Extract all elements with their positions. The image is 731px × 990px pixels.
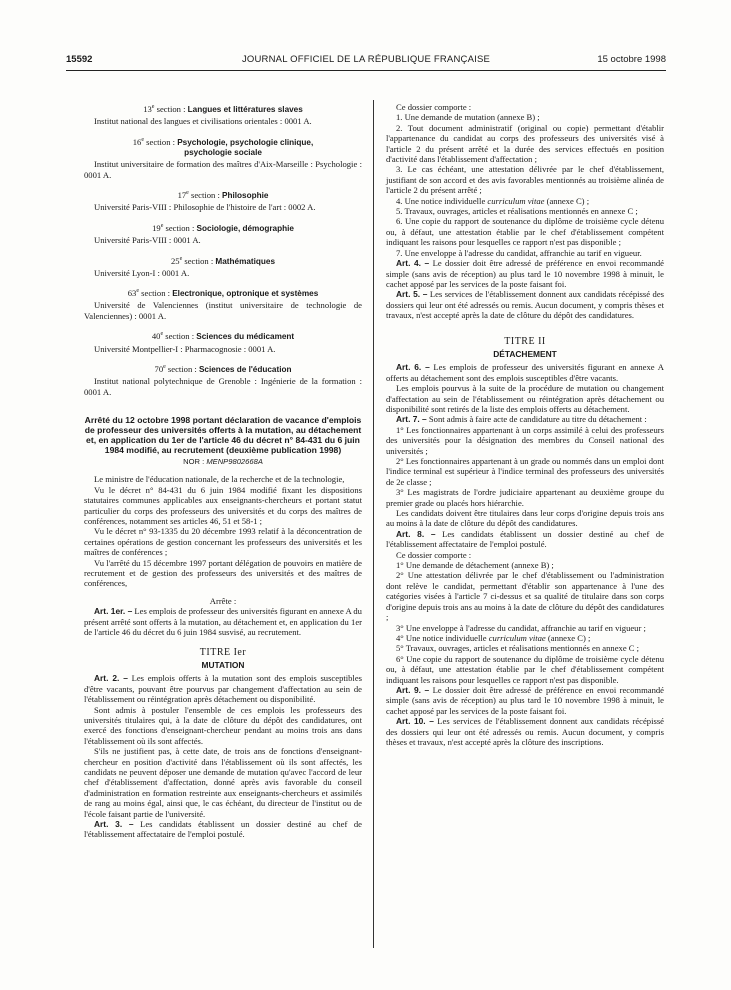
column-divider (373, 100, 374, 948)
dossier-item (386, 196, 664, 206)
dossier-2-item (386, 633, 664, 643)
article-2-text: Les emplois offerts à la mutation sont des emplois susceptibles d'être vacants, pouvant être pourvus par changement d'affectation au sein de l'établissement ou réintégration après détachement ou disponibilité. (84, 673, 362, 705)
section-institution: Université Paris-VIII : Philosophie de l'histoire de l'art : 0002 A. (94, 202, 316, 213)
article-7-label: Art. 7. – (396, 414, 427, 425)
section-block (84, 221, 362, 246)
page-number: 15592 (66, 54, 93, 65)
section-word: section : (188, 190, 223, 201)
article-1 (84, 606, 362, 637)
journal-title: JOURNAL OFFICIEL DE LA RÉPUBLIQUE FRANÇAISE (241, 54, 491, 65)
dossier-intro: Ce dossier comporte : (396, 102, 472, 112)
section-heading (84, 102, 362, 115)
header-rule (66, 70, 666, 71)
titre-2-heading: TITRE II (504, 335, 546, 347)
section-heading (84, 254, 362, 267)
section-number-suffix: e (179, 255, 183, 262)
article-7-item: Les candidats doivent être titulaires dans leur corps d'origine depuis trois ans au moins à la date de clôture du dépôt des candidatures. (386, 508, 664, 529)
section-title: Psychologie, psychologie clinique, (177, 137, 314, 147)
article-1-text: Les emplois de professeur des universités figurant en annexe A du présent arrêté sont offerts à la mutation, au détachement et, en application du 1er de l'article 46 du décret du 6 juin 1984 susvisé, au recrutement. (84, 606, 362, 638)
article-7-item: 1° Les fonctionnaires appartenant à un corps assimilé à celui des professeurs des universités pour la désignation des membres du Conseil national des universités ; (386, 424, 664, 456)
section-word: section : (144, 136, 178, 147)
section-word: section : (163, 331, 197, 342)
section-heading (84, 135, 362, 148)
section-title: Electronique, optronique et systèmes (172, 289, 319, 299)
section-word: section : (154, 103, 188, 114)
dossier-2-intro: Ce dossier comporte : (396, 549, 472, 560)
preamble-decret-1993: Vu le décret n° 93-1335 du 20 décembre 1993 relatif à la déconcentration de certaines opérations de gestion concernant les professeurs des universités et les maîtres de conférences ; (84, 526, 362, 558)
nor-label: NOR : (183, 457, 207, 466)
left-column (84, 102, 362, 840)
arrete-title: Arrêté du 12 octobre 1998 portant déclaration de vacance d'emplois de professeur des universités offerts à la mutation, au détachement et, en application du 1er de l'article 46 du décret n° 84-431 du 6 juin 1984 modifié, au recrutement (deuxième publication 1998) (84, 415, 362, 455)
section-institution: Université de Valenciennes (institut universitaire de technologie de Valenciennes) : 0001 A. (84, 300, 362, 321)
section-number: 17 (177, 190, 187, 201)
article-5 (386, 289, 664, 320)
section-word: section : (182, 255, 216, 266)
article-2-paragraph-2: Sont admis à postuler l'ensemble de ces emplois les professeurs des universités titulaires qui, à la date de clôture du dépôt des candidatures, ont exercé des fonctions d'enseignant-chercheur pendant au moins trois ans dans l'établissement où ils sont affectés. (84, 704, 362, 746)
section-number: 13 (143, 103, 152, 114)
section-title: Langues et littératures slaves (187, 104, 303, 114)
section-block (84, 188, 362, 213)
dossier-item-4-italic: curriculum vitae (487, 195, 545, 206)
section-number: 70 (154, 363, 164, 374)
section-title-line-2: psychologie sociale (184, 147, 262, 157)
article-10-label: Art. 10. – (396, 716, 434, 727)
dossier-2-item: 1° Une demande de détachement (annexe B) ; (396, 560, 554, 571)
section-institution: Institut universitaire de formation des maîtres d'Aix-Marseille : Psychologie : 0001 A. (84, 159, 362, 180)
dossier-2-item-4-post: (annexe C) ; (545, 632, 591, 643)
dossier-item: 1. Une demande de mutation (annexe B) ; (396, 112, 540, 123)
section-block (84, 254, 362, 279)
section-block (84, 102, 362, 127)
article-3-label: Art. 3. – (94, 819, 134, 829)
article-7-item: 2° Les fonctionnaires appartenant à un grade ou nommés dans un emploi dont l'indice terminal est supérieur à l'indice terminal des professeurs des universités de 2e classe ; (386, 456, 664, 487)
dossier-item-4-pre: 4. Une notice individuelle (396, 195, 488, 206)
section-heading (84, 362, 362, 375)
dossier-2-item-4-italic: curriculum vitae (488, 632, 546, 643)
article-9-text: Le dossier doit être adressé de préférence en envoi recommandé simple (sans avis de réception) au plus tard le 10 novembre 1998 à minuit, le cachet apposé par les services de la poste faisant foi. (386, 684, 664, 716)
article-7-text: Sont admis à faire acte de candidature au titre du détachement : (426, 414, 647, 425)
section-word: section : (163, 222, 197, 233)
dossier-2-item: 6° Une copie du rapport de soutenance du diplôme de troisième cycle détenu ou, à défaut, une attestation établie par le chef d'établissement compétent indiquant les raisons pour lesquelles ce rapport n'est pas disponible. (386, 653, 664, 685)
dossier-item-4-post: (annexe C) ; (544, 195, 590, 206)
article-6-text: Les emplois de professeur des universités figurant en annexe A offerts au détachement sont des emplois susceptibles d'être vacants. (386, 362, 664, 383)
section-number-suffix: e (136, 288, 140, 295)
article-2-paragraph-3: S'ils ne justifient pas, à cette date, de trois ans de fonctions d'enseignant-chercheur en position d'activité dans l'établissement où ils sont affectés, les candidats ne peuvent déposer une demande de mutation qu'avec l'accord de leur chef d'établissement d'affectation, donné après avis favorable du conseil d'administration en formation restreinte aux enseignants-chercheurs et assimilés de rang au moins égal, ainsi que, le cas échéant, du directeur de l'institut ou de l'école faisant partie de l'université. (84, 746, 362, 819)
section-number-suffix: e (151, 104, 155, 110)
section-number: 25 (170, 255, 180, 266)
section-number-suffix: e (141, 136, 145, 143)
section-institution: Université Montpellier-I : Pharmacognosie : 0001 A. (94, 343, 276, 354)
article-9 (386, 685, 664, 716)
section-number: 63 (127, 288, 137, 299)
article-8-label: Art. 8. – (396, 528, 436, 539)
preamble-arrete-1997: Vu l'arrêté du 15 décembre 1997 portant délégation de pouvoirs en matière de recrutement et de gestion des professeurs des universités et des maîtres de conférences, (84, 557, 362, 589)
arrete-word: Arrête : (209, 595, 237, 606)
preamble-decret-1984: Vu le décret n° 84-431 du 6 juin 1984 modifié fixant les dispositions statutaires communes applicables aux enseignants-chercheurs et portant statut particulier du corps des professeurs des universités et du corps des maîtres de conférences, notamment ses articles 46, 51 et 58-1 ; (84, 484, 362, 527)
nor-reference (84, 457, 362, 467)
article-10-text: Les services de l'établissement donnent aux candidats récépissé des dossiers qui leur ont été adressés ou remis. Aucun document, y compris thèses et travaux, n'est accepté après la clôture des inscriptions. (386, 716, 664, 747)
dossier-item: 3. Le cas échéant, une attestation délivrée par le chef d'établissement, justifiant de son accord et des avis favorables mentionnés au troisième alinéa de l'article 2 du présent arrêté ; (386, 164, 664, 196)
section-institution: Université Paris-VIII : 0001 A. (94, 235, 201, 246)
section-title: Philosophie (222, 191, 269, 201)
section-block (84, 286, 362, 321)
nor-code: MENP9802668A (206, 457, 263, 466)
dossier-2-item: 5° Travaux, ouvrages, articles et réalisations mentionnés en annexe C ; (396, 643, 640, 654)
article-8 (386, 529, 664, 550)
section-number: 40 (151, 331, 161, 342)
article-3-text: Les candidats établissent un dossier destiné au chef de l'établissement affectataire de l'emploi postulé. (84, 819, 362, 840)
article-7-item: 3° Les magistrats de l'ordre judiciaire appartenant au deuxième groupe du premier grade ou placés hors hiérarchie. (386, 487, 664, 508)
dossier-2-item: 3° Une enveloppe à l'adresse du candidat, affranchie au tarif en vigueur ; (396, 622, 646, 633)
article-2 (84, 673, 362, 704)
section-institution: Institut national des langues et civilisations orientales : 0001 A. (94, 116, 312, 127)
dossier-2-item: 2° Une attestation délivrée par le chef d'établissement ou l'administration dont relève le candidat, permettant d'établir son appartenance à l'une des catégories visées à l'article 7 ci-dessus et sa qualité de titulaire dans son corps d'origine depuis trois ans au moins à la date de clôture du dépôt des candidatures ; (386, 570, 664, 623)
section-block (84, 329, 362, 354)
section-institution: Université Lyon-I : 0001 A. (94, 267, 190, 278)
section-heading (84, 329, 362, 342)
section-number-suffix: e (186, 190, 189, 197)
section-heading (84, 286, 362, 299)
section-block (84, 135, 362, 180)
section-number-suffix: e (163, 363, 166, 370)
section-list (84, 102, 362, 397)
article-4-text: Le dossier doit être adressé de préférence en envoi recommandé simple (sans avis de réception) au plus tard le 10 novembre 1998 à minuit, le cachet apposé par les services de la poste faisant foi. (386, 258, 664, 289)
article-1-label: Art. 1er. – (94, 606, 133, 617)
dossier-item: 2. Tout document administratif (original ou copie) permettant d'établir l'appartenance du candidat au corps des professeurs des universités visé à l'article 2 du présent arrêté et la durée des services effectués en position d'activité dans l'établissement d'affectation ; (386, 122, 664, 165)
article-6 (386, 362, 664, 383)
article-8-text: Les candidats établissent un dossier destiné au chef de l'établissement affectataire de l'emploi postulé. (386, 528, 664, 550)
article-6-label: Art. 6. – (396, 362, 430, 373)
section-number-suffix: e (160, 222, 164, 229)
section-title: Sciences du médicament (196, 332, 295, 342)
article-9-label: Art. 9. – (396, 684, 430, 695)
section-title: Sciences de l'éducation (198, 364, 292, 374)
article-3 (84, 819, 362, 840)
article-5-text: Les services de l'établissement donnent aux candidats récépissé des dossiers qui leur ont été adressés ou remis. Aucun document, y compris thèses et travaux, n'est accepté après la date de clôture du dépôt des candidatures. (386, 289, 664, 321)
dossier-item: 6. Une copie du rapport de soutenance du diplôme de troisième cycle détenu ou, à défaut, une attestation établie par le chef d'établissement compétent indiquant les raisons pour lesquelles ce rapport n'est pas disponible ; (386, 216, 664, 248)
section-number: 16 (132, 136, 142, 147)
section-number: 19 (152, 222, 161, 233)
section-title: Mathématiques (215, 256, 276, 266)
page-header (66, 48, 666, 70)
section-word: section : (139, 288, 173, 299)
section-number-suffix: e (160, 331, 164, 338)
titre-1-heading: TITRE Ier (199, 646, 247, 658)
titre-1-subtitle: MUTATION (201, 659, 245, 670)
section-block (84, 362, 362, 397)
section-heading (84, 188, 362, 201)
article-6-paragraph-2: Les emplois pourvus à la suite de la procédure de mutation ou changement d'affectation au sein de l'établissement ou réintégration après détachement ou disponibilité sont retirés de la liste des emplois offerts au détachement. (386, 383, 664, 414)
section-institution: Institut national polytechnique de Grenoble : Ingénierie de la formation : 0001 A. (84, 376, 362, 397)
article-4-label: Art. 4. – (396, 258, 430, 269)
dossier-item: 7. Une enveloppe à l'adresse du candidat, affranchie au tarif en vigueur. (396, 247, 642, 258)
titre-2-subtitle: DÉTACHEMENT (493, 348, 557, 359)
preamble-minister: Le ministre de l'éducation nationale, de la recherche et de la technologie, (94, 474, 345, 485)
section-word: section : (165, 363, 199, 374)
article-10 (386, 716, 664, 747)
right-column (386, 102, 664, 747)
article-5-label: Art. 5. – (396, 289, 428, 300)
section-title: Sociologie, démographie (196, 223, 294, 233)
article-2-label: Art. 2. – (94, 673, 128, 684)
article-4 (386, 258, 664, 289)
publication-date: 15 octobre 1998 (597, 54, 666, 65)
article-7 (386, 414, 664, 424)
dossier-item: 5. Travaux, ouvrages, articles et réalisations mentionnés en annexe C ; (396, 206, 638, 217)
section-heading (84, 221, 362, 234)
dossier-2-item-4-pre: 4° Une notice individuelle (396, 632, 489, 643)
